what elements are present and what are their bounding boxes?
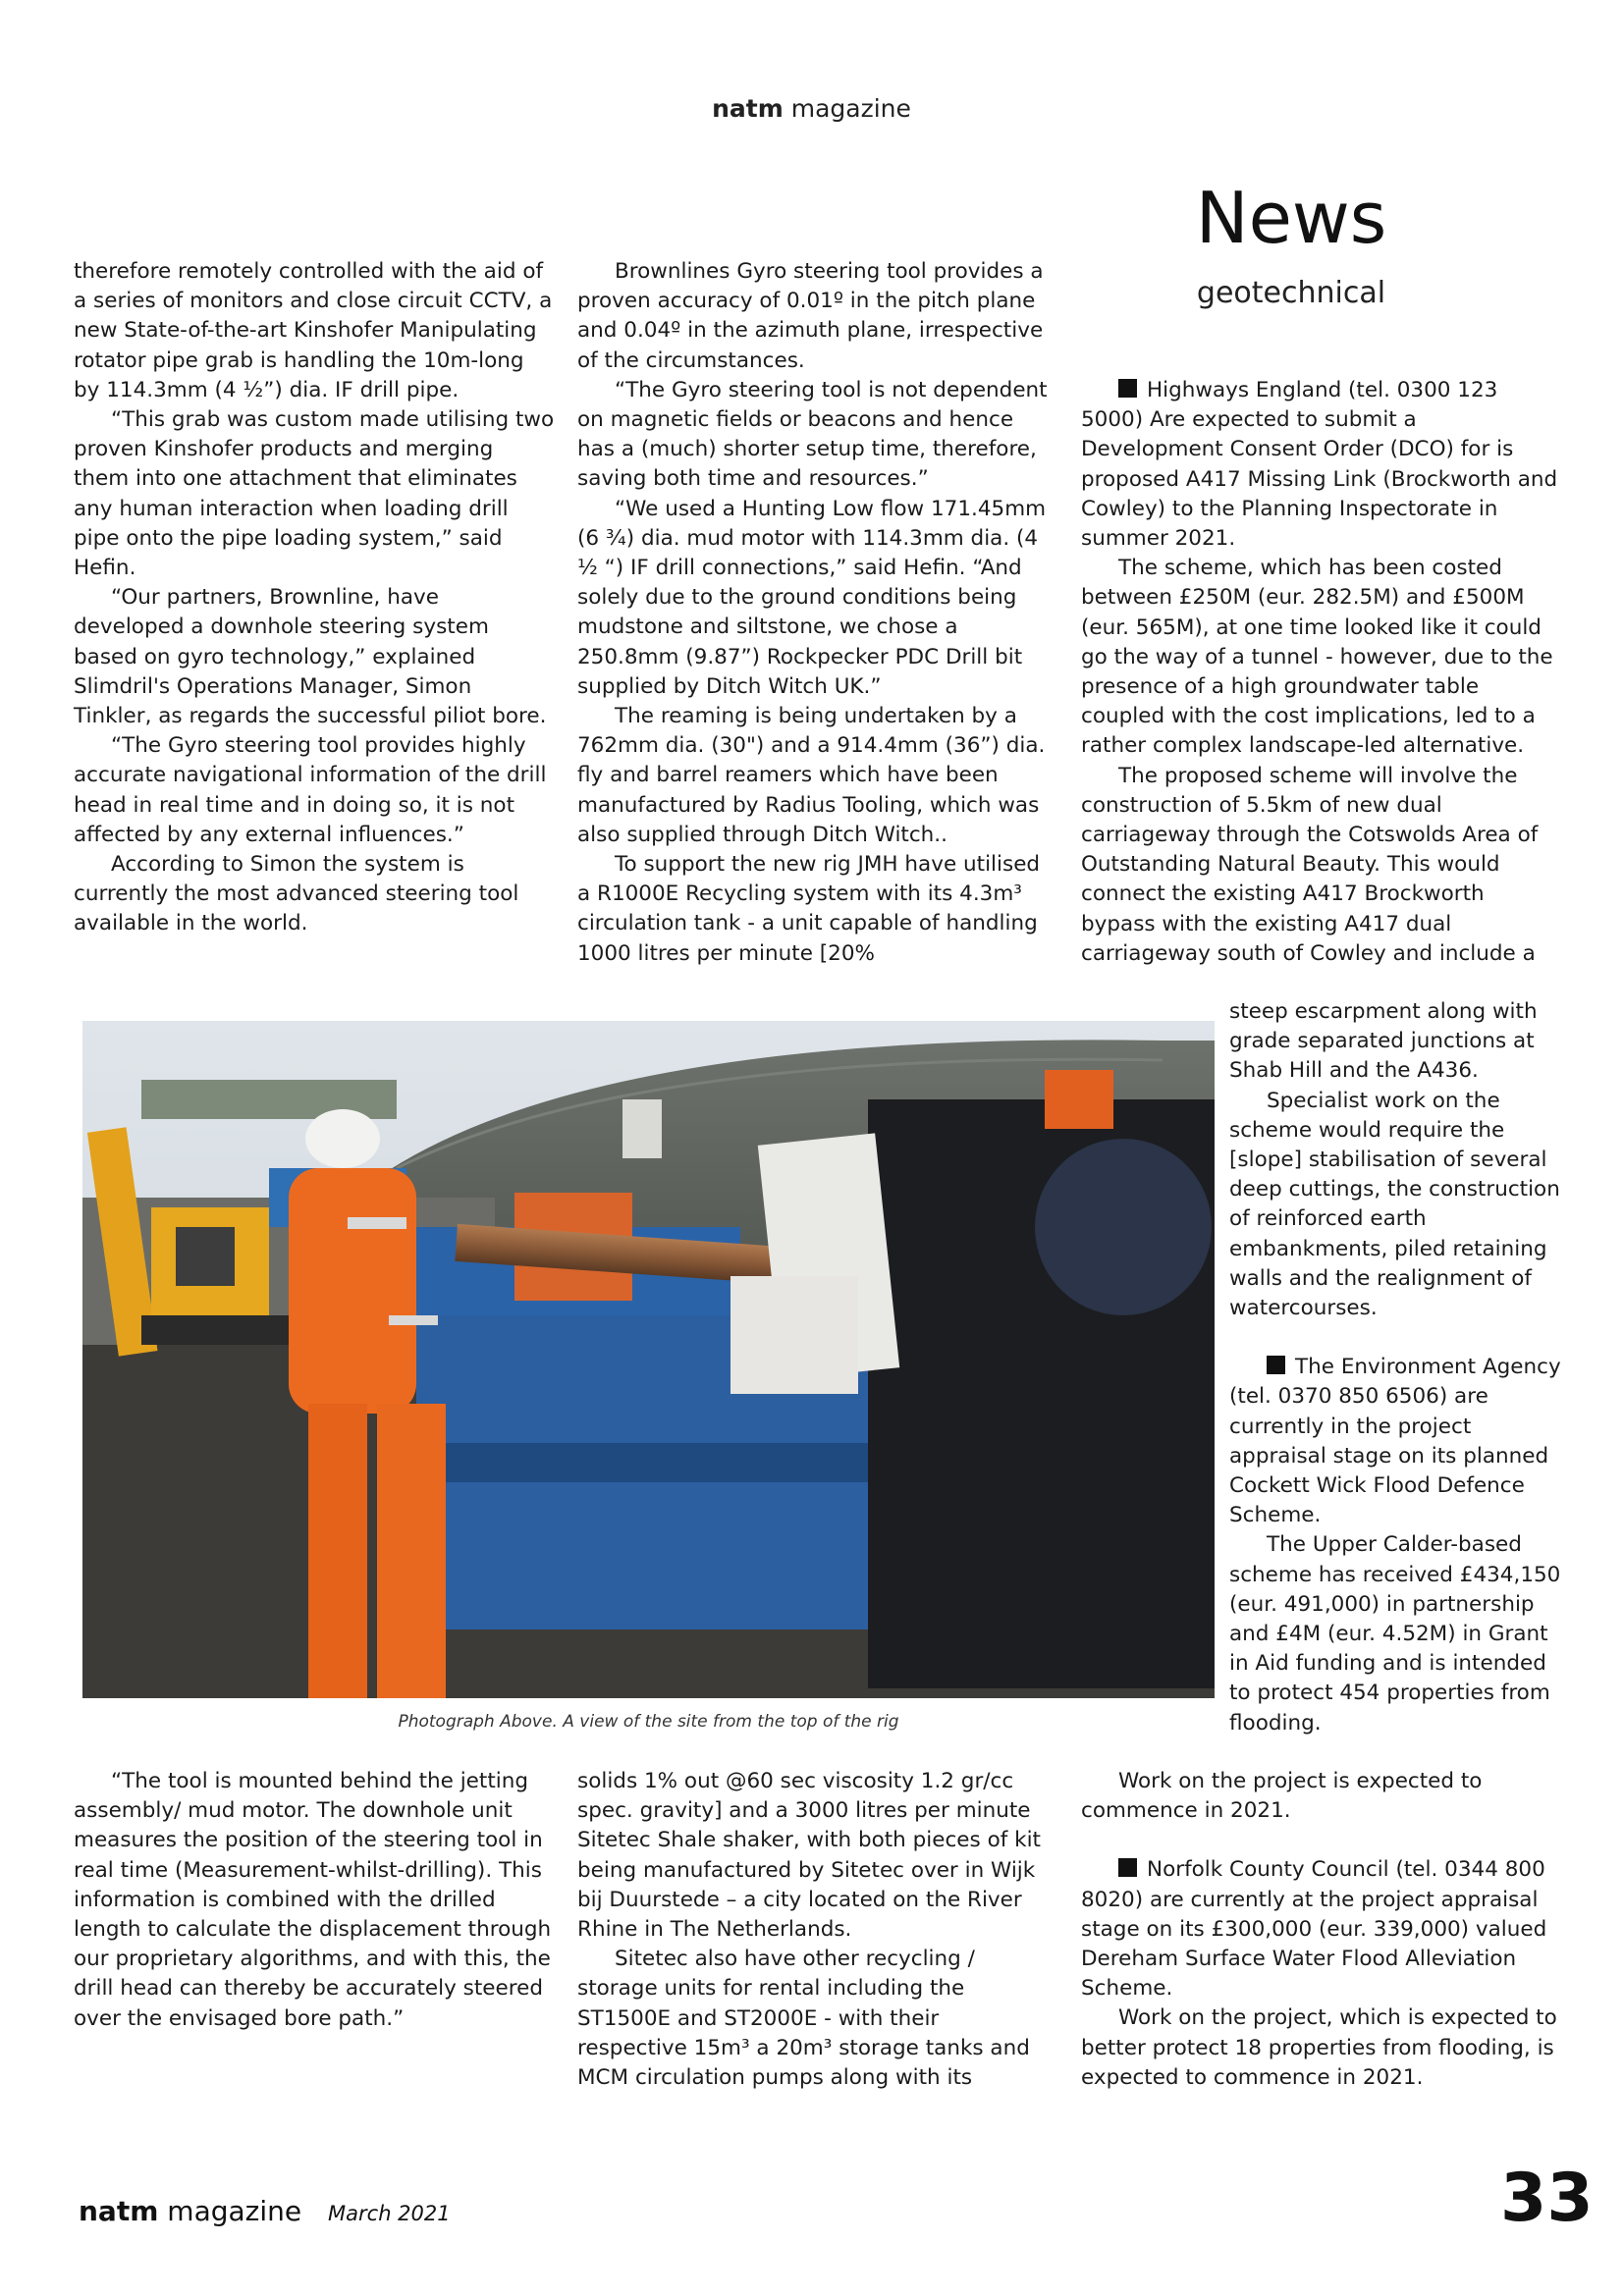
paragraph: “We used a Hunting Low flow 171.45mm (6 ¾) dia. mud motor with 114.3mm dia. (4 ½ “) IF drill connections,” said Hefin. “And solely due to the ground conditions being mudstone and siltstone, we chose a 250.8mm (9.87”) Rockpecker PDC Drill bit supplied by Ditch Witch UK.” xyxy=(577,496,1047,699)
paragraph: To support the new rig JMH have utilised a R1000E Recycling system with its 4.3m³ circulation tank - a unit capable of handling 1000 litres per minute [20% xyxy=(577,852,1041,966)
paragraph: According to Simon the system is currently the most advanced steering tool available in the world. xyxy=(74,852,519,936)
column-1-bottom xyxy=(74,1767,555,2034)
news-item-highways xyxy=(1081,376,1562,554)
section-title: News xyxy=(1195,177,1387,259)
paragraph: “The tool is mounted behind the jetting assembly/ mud motor. The downhole unit measures the position of the steering tool in real time (Measurement-whilst-drilling). This information is combined with the drilled length to calculate the displacement through our proprietary algorithms, and with this, the drill head can thereby be accurately steered over the envisaged bore path.” xyxy=(74,1769,552,2031)
paragraph: Work on the project, which is expected to better protect 18 properties from flooding, is expected to commence in 2021. xyxy=(1081,2005,1557,2090)
news-item-norfolk xyxy=(1081,1855,1562,2003)
paragraph: “The Gyro steering tool provides highly accurate navigational information of the drill head in real time and in doing so, it is not affected by any external influences.” xyxy=(74,733,547,847)
column-3-top xyxy=(1081,376,1562,969)
page-number: 33 xyxy=(1500,2160,1594,2237)
paragraph: The scheme, which has been costed between £250M (eur. 282.5M) and £500M (eur. 565M), at one time looked like it could go the way of a tunnel - however, due to the presence of a high groundwater table coupled with the cost implications, led to a rather complex landscape-led alternative. xyxy=(1081,556,1553,759)
column-2-bottom xyxy=(577,1767,1052,2093)
paragraph: Brownlines Gyro steering tool provides a proven accuracy of 0.01º in the pitch plane and 0.04º in the azimuth plane, irrespective of the circumstances. xyxy=(577,259,1044,373)
column-3-bottom xyxy=(1081,1767,1562,2093)
paragraph: Highways England (tel. 0300 123 5000) Are expected to submit a Development Consent Order (DCO) for is proposed A417 Missing Link (Brockworth and Cowley) to the Planning Inspectorate in summer 2021. xyxy=(1081,378,1558,552)
paragraph: “This grab was custom made utilising two proven Kinshofer products and merging them into one attachment that eliminates any human interaction when loading drill pipe onto the pipe loading system,” said Hefin. xyxy=(74,407,555,581)
paragraph: The Environment Agency (tel. 0370 850 6506) are currently in the project appraisal stage on its planned Cockett Wick Flood Defence Scheme. xyxy=(1229,1355,1561,1528)
paragraph: steep escarpment along with grade separated junctions at Shab Hill and the A436. xyxy=(1229,999,1538,1084)
bullet-square-icon xyxy=(1118,1858,1137,1877)
footer-brand-rest: magazine xyxy=(167,2195,302,2227)
news-item-environment-agency xyxy=(1229,1353,1568,1530)
section-subtitle: geotechnical xyxy=(1196,276,1386,310)
page-footer xyxy=(79,2195,451,2227)
bullet-square-icon xyxy=(1118,379,1137,398)
paragraph: Specialist work on the scheme would require the [slope] stabilisation of several deep cuttings, the construction of reinforced earth embankments, piled retaining walls and the realignment of watercourses. xyxy=(1229,1088,1560,1321)
photo-caption: Photograph Above. A view of the site from the top of the rig xyxy=(398,1712,899,1732)
paragraph: Norfolk County Council (tel. 0344 800 8020) are currently at the project appraisal stage on its £300,000 (eur. 339,000) valued Dereham Surface Water Flood Alleviation Scheme. xyxy=(1081,1857,1547,2002)
paragraph: The proposed scheme will involve the construction of 5.5km of new dual carriageway through the Cotswolds Area of Outstanding Natural Beauty. This would connect the existing A417 Brockworth bypass with the existing A417 dual carriageway south of Cowley and include a xyxy=(1081,763,1539,966)
bullet-square-icon xyxy=(1267,1356,1285,1374)
paragraph: Work on the project is expected to commence in 2021. xyxy=(1081,1769,1483,1824)
column-1-top xyxy=(74,257,555,939)
paragraph: The reaming is being undertaken by a 762mm dia. (30") and a 914.4mm (36”) dia. fly and barrel reamers which have been manufactured by Radius Tooling, which was also supplied through Ditch Witch.. xyxy=(577,704,1046,847)
paragraph: solids 1% out @60 sec viscosity 1.2 gr/cc spec. gravity] and a 3000 litres per minute Sitetec Shale shaker, with both pieces of kit being manufactured by Sitetec over in Wijk bij Duurstede – a city located on the River Rhine in The Netherlands. xyxy=(577,1769,1041,1943)
header-brand-rest: magazine xyxy=(790,94,911,123)
paragraph: therefore remotely controlled with the aid of a series of monitors and close circuit CCTV, a new State-of-the-art Kinshofer Manipulating rotator pipe grab is handling the 10m-long by 114.3mm (4 ½”) dia. IF drill pipe. xyxy=(74,259,553,402)
paragraph: Sitetec also have other recycling / storage units for rental including the ST1500E and ST2000E - with their respective 15m³ a 20m³ storage tanks and MCM circulation pumps along with its xyxy=(577,1947,1030,2091)
column-3-narrow xyxy=(1229,997,1568,1738)
header-brand-bold: natm xyxy=(712,94,784,123)
paragraph: “The Gyro steering tool is not dependent on magnetic fields or beacons and hence has a (much) shorter setup time, therefore, saving both time and resources.” xyxy=(577,377,1048,492)
paragraph: “Our partners, Brownline, have developed a downhole steering system based on gyro technology,” explained Slimdril's Operations Manager, Simon Tinkler, as regards the successful piliot bore. xyxy=(74,585,547,729)
column-2-top xyxy=(577,257,1052,969)
footer-brand-bold: natm xyxy=(79,2195,159,2227)
paragraph: The Upper Calder-based scheme has received £434,150 (eur. 491,000) in partnership and £4M (eur. 4.52M) in Grant in Aid funding and is intended to protect 454 properties from flooding. xyxy=(1229,1532,1561,1735)
site-photograph xyxy=(82,1021,1215,1698)
issue-date: March 2021 xyxy=(328,2202,451,2225)
page-header xyxy=(0,94,1623,123)
